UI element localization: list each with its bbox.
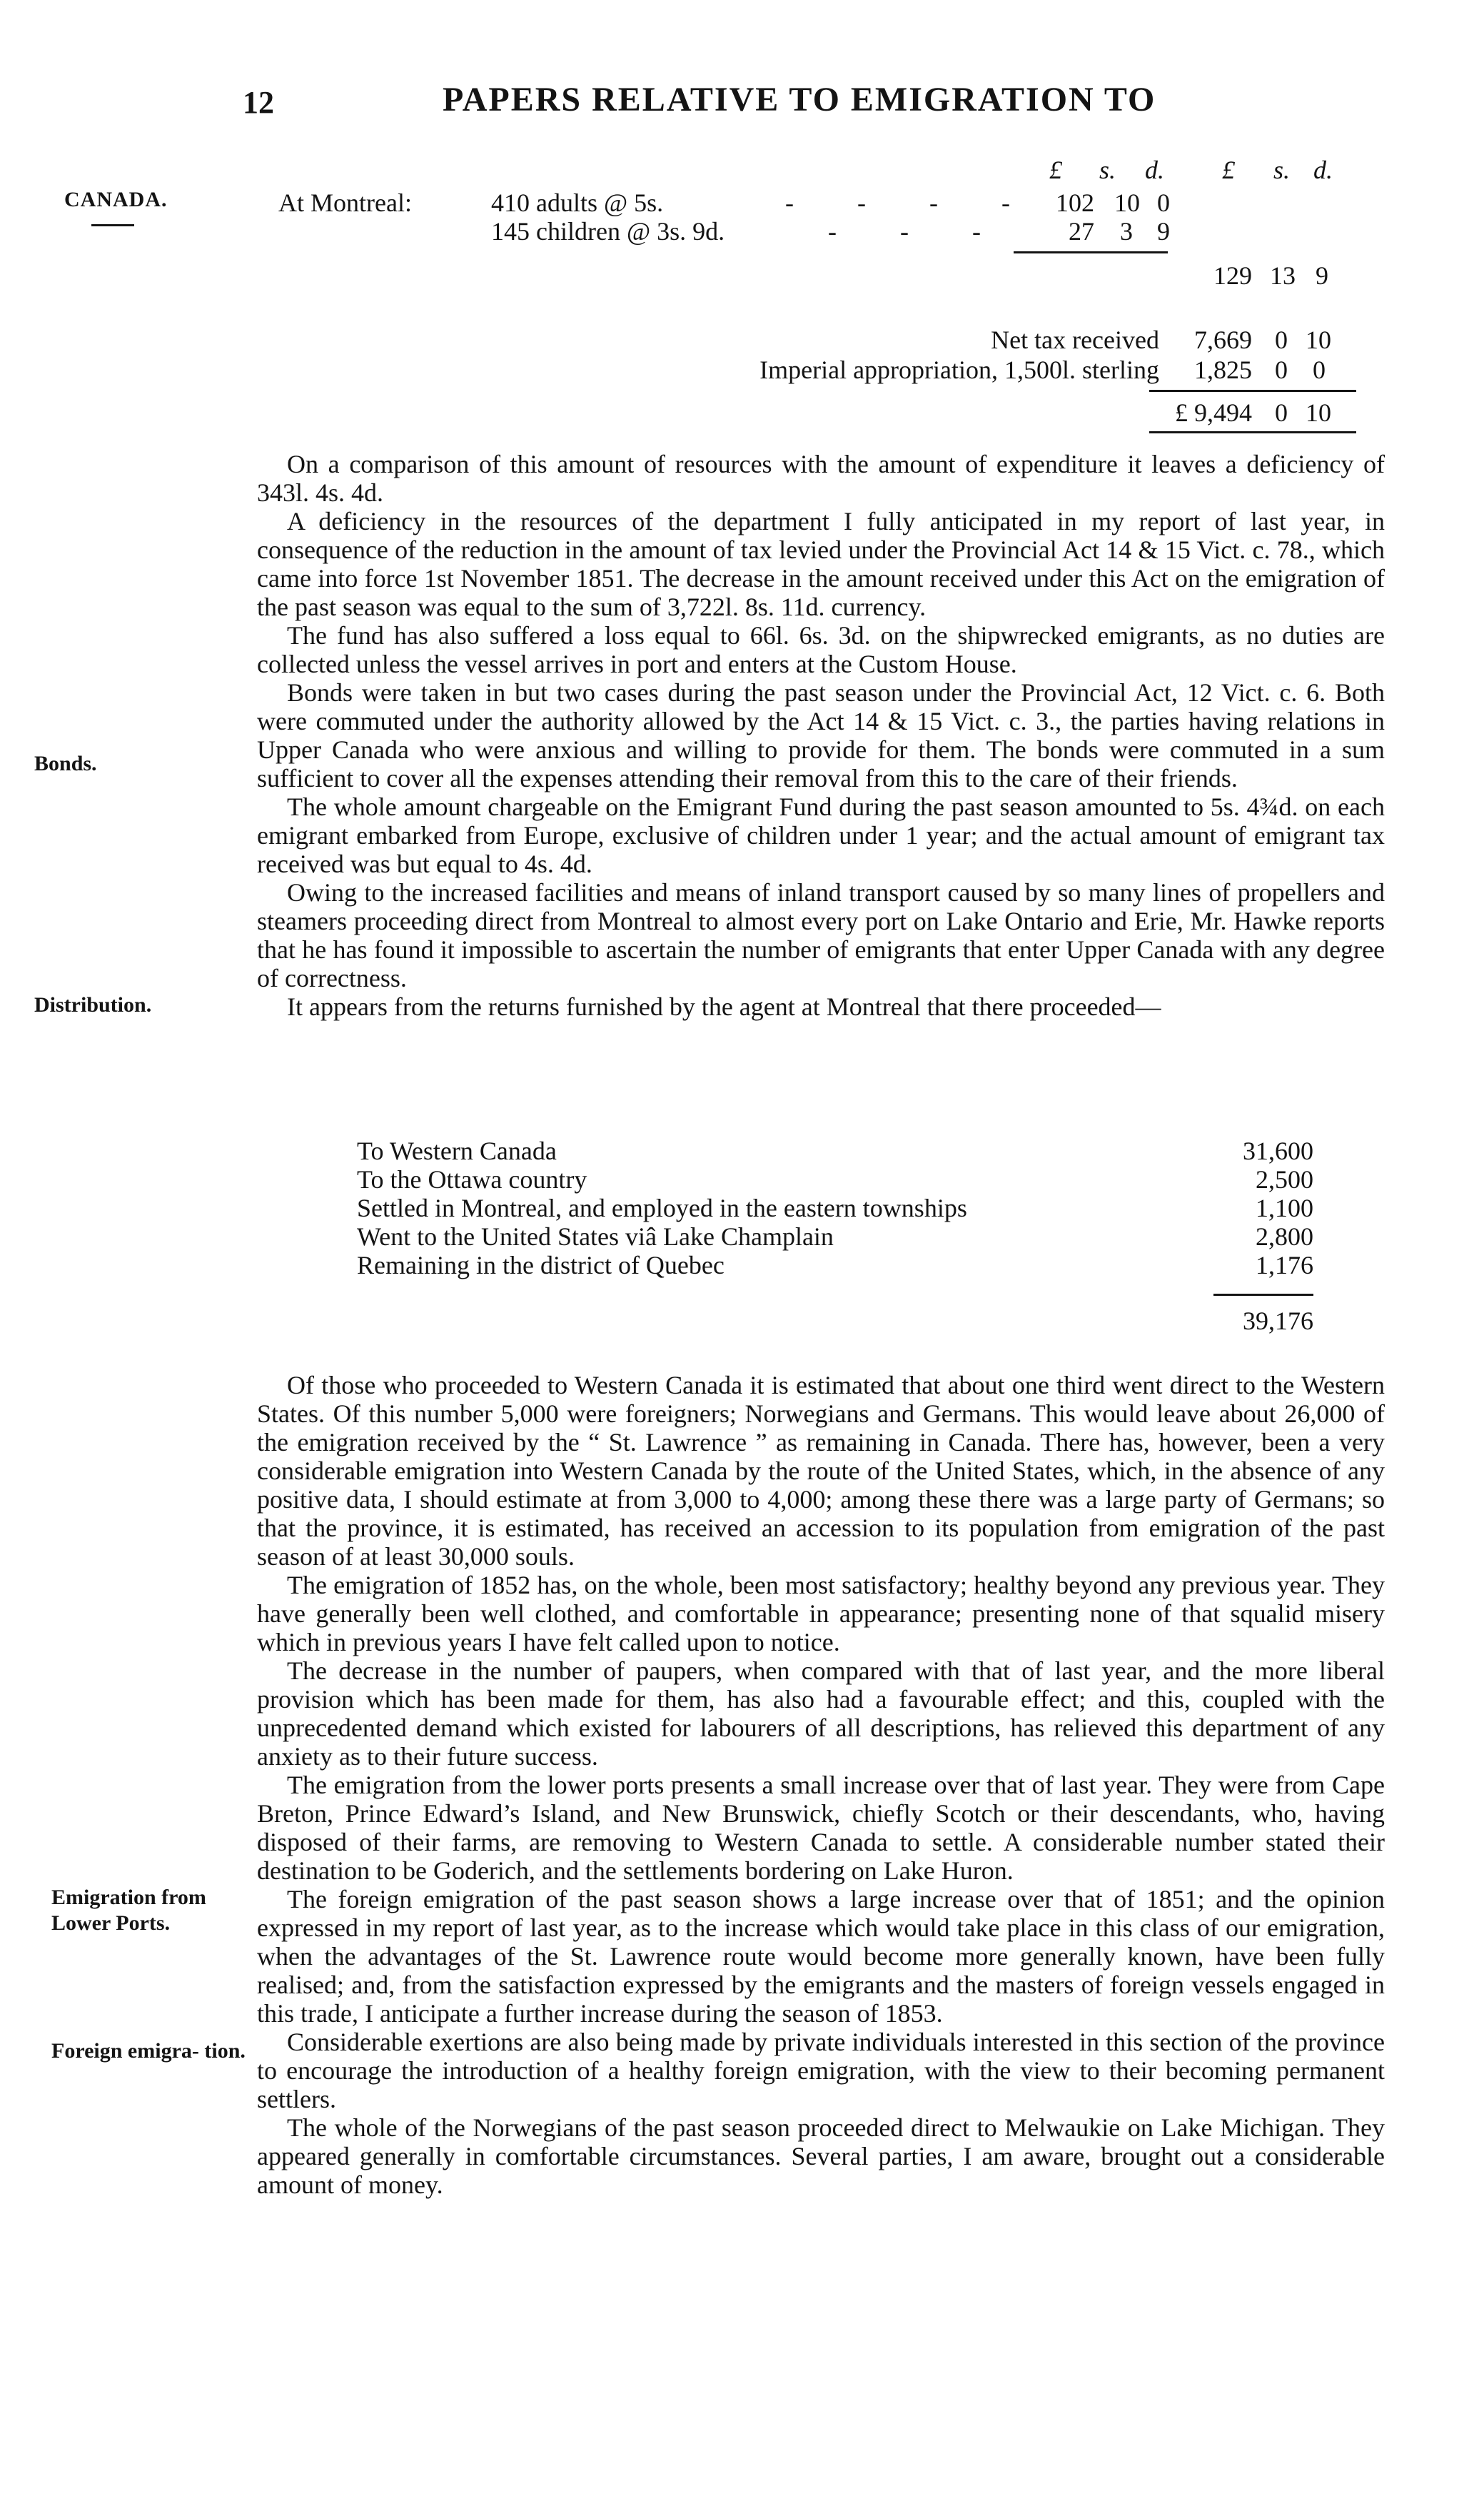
currency-header-pence-2: d. [1313,156,1333,184]
body-text-section-2 [257,1371,1385,2199]
distribution-label: To the Ottawa country [357,1165,587,1194]
distribution-value: 31,600 [1243,1137,1313,1165]
total-shillings: 0 [1275,398,1288,427]
subtotal-shillings: 13 [1270,261,1296,290]
currency-header-shilling-2: s. [1273,156,1291,184]
net-tax-label: Net tax received [991,326,1159,354]
list-item [357,1137,1313,1165]
imperial-shillings: 0 [1275,356,1288,384]
paragraph: The decrease in the number of paupers, when compared with that of last year, and the more liberal provision which has been made for them, has also had a favourable effect; and this, coupled with the unprecedented demand which existed for labourers of all descriptions, has relieved this department of any anxiety as to their future success. [257,1656,1385,1771]
net-tax-shillings: 0 [1275,326,1288,354]
distribution-value: 1,100 [1256,1194,1313,1222]
paragraph: Of those who proceeded to Western Canada it is estimated that about one third went direct to the Western States. Of this number 5,000 were foreigners; Norwegians and Germans. This would leave about 26,000 of the emigration received by the “ St. Lawrence ” as remaining in Canada. There has, however, been a very considerable emigration into Western Canada by the route of the United States, which, in the absence of any positive data, I should estimate at from 3,000 to 4,000; among these there was a large party of Germans; so that the province, it is estimated, has received an accession to its population from emigration of the past season of at least 30,000 souls. [257,1371,1385,1571]
leader-dashes: - - - - [785,188,1039,217]
page-number: 12 [243,85,274,120]
paragraph: The emigration from the lower ports presents a small increase over that of last year. They were from Cape Breton, Prince Edward’s Island, and New Brunswick, chiefly Scotch or their descendants, who, having disposed of their farms, are removing to Western Canada to settle. A considerable number stated their destination to be Goderich, and the settlements bordering on Lake Huron. [257,1771,1385,1885]
list-item [357,1251,1313,1279]
net-tax-pounds: 7,669 [1194,326,1252,354]
imperial-pounds: 1,825 [1194,356,1252,384]
paragraph: Bonds were taken in but two cases during the past season under the Provincial Act, 12 Vict. c. 6. Both were commuted under the authority allowed by the Act 14 & 15 Vict. c. 3., the parties having relations in Upper Canada who were anxious and willing to provide for them. The bonds were commuted in a sum sufficient to cover all the expenses attending their removal from this to the care of their friends. [257,678,1385,792]
amount-pounds: 27 [1069,217,1094,246]
amount-shillings: 3 [1120,217,1133,246]
paragraph: The foreign emigration of the past season shows a large increase over that of 1851; and the opinion expressed in my report of last year, as to the increase which would take place in this class of our emigration, when the advantages of the St. Lawrence route would become more generally known, have been fully realised; and, from the satisfaction expressed by the emigrants and the masters of foreign vessels engaged in this trade, I anticipate a further increase during the season of 1853. [257,1885,1385,2028]
paragraph: The whole amount chargeable on the Emigrant Fund during the past season amounted to 5s. 4¾d. on each emigrant embarked from Europe, exclusive of children under 1 year; and the actual amount of emigrant tax received was but equal to 4s. 4d. [257,792,1385,878]
currency-header-pound-1: £ [1049,156,1062,184]
amount-pounds: 102 [1056,188,1094,217]
imperial-label: Imperial appropriation, 1,500l. sterling [759,356,1159,384]
margin-note-foreign-emigration: Foreign emigra- tion. [51,2039,246,2063]
distribution-label: Remaining in the district of Quebec [357,1251,725,1279]
distribution-value: 2,800 [1256,1222,1313,1251]
list-item [357,1222,1313,1251]
paragraph: The whole of the Norwegians of the past season proceeded direct to Melwaukie on Lake Michigan. They appeared generally in comfortable circumstances. Several parties, I am aware, brought out a considerable amount of money. [257,2113,1385,2199]
list-item [357,1194,1313,1222]
paragraph: The emigration of 1852 has, on the whole, been most satisfactory; healthy beyond any previous year. They have generally been well clothed, and comfortable in appearance; presenting none of that squalid misery which in previous years I have felt called upon to notice. [257,1571,1385,1656]
montreal-label: At Montreal: [278,188,412,217]
subtotal-rule [1014,251,1168,253]
distribution-total: 39,176 [1243,1307,1313,1335]
account-row-children: 145 children @ 3s. 9d. [491,217,725,246]
distribution-label: Settled in Montreal, and employed in the eastern townships [357,1194,967,1222]
margin-note-distribution: Distribution. [34,993,152,1017]
distribution-label: To Western Canada [357,1137,557,1165]
body-text-section-1 [257,450,1385,1021]
margin-note-lower-ports: Emigration from Lower Ports. [51,1886,206,1935]
amount-pence: 0 [1157,188,1170,217]
margin-note-canada: CANADA. [64,188,168,211]
subtotal-pounds: 129 [1213,261,1252,290]
paragraph: Considerable exertions are also being made by private individuals interested in this section of the province to encourage the introduction of a healthy foreign emigration, with the view to their becoming permanent settlers. [257,2028,1385,2113]
paragraph: The fund has also suffered a loss equal to 66l. 6s. 3d. on the shipwrecked emigrants, as no duties are collected unless the vessel arrives in port and enters at the Custom House. [257,621,1385,678]
paragraph: On a comparison of this amount of resources with the amount of expenditure it leaves a deficiency of 343l. 4s. 4d. [257,450,1385,507]
subtotal-pence: 9 [1316,261,1328,290]
leader-dashes: - - - [828,217,1009,246]
list-item [357,1165,1313,1194]
paragraph: Owing to the increased facilities and means of inland transport caused by so many lines of propellers and steamers proceeding direct from Montreal to almost every port on Lake Ontario and Erie, Mr. Hawke reports that he has found it impossible to ascertain the number of emigrants that enter Upper Canada with any degree of correctness. [257,878,1385,992]
margin-note-bonds: Bonds. [34,752,97,775]
distribution-value: 2,500 [1256,1165,1313,1194]
currency-header-pound-2: £ [1222,156,1235,184]
distribution-label: Went to the United States viâ Lake Champlain [357,1222,834,1251]
currency-header-pence-1: d. [1145,156,1164,184]
amount-pence: 9 [1157,217,1170,246]
distribution-list [357,1137,1313,1279]
total-underline [1149,431,1356,433]
margin-rule [91,224,134,226]
total-pounds: £ 9,494 [1175,398,1252,427]
running-title: PAPERS RELATIVE TO EMIGRATION TO [443,81,1156,119]
total-rule [1149,390,1356,392]
distribution-total-rule [1213,1294,1313,1296]
imperial-pence: 0 [1313,356,1326,384]
paragraph: It appears from the returns furnished by the agent at Montreal that there proceeded— [287,992,1161,1021]
net-tax-pence: 10 [1306,326,1331,354]
currency-header-shilling-1: s. [1099,156,1116,184]
account-row-adults: 410 adults @ 5s. [491,188,664,217]
distribution-value: 1,176 [1256,1251,1313,1279]
paragraph: A deficiency in the resources of the department I fully anticipated in my report of last year, in consequence of the reduction in the amount of tax levied under the Provincial Act 14 & 15 Vict. c. 78., which came into force 1st November 1851. The decrease in the amount received under this Act on the emigration of the past season was equal to the sum of 3,722l. 8s. 11d. currency. [257,507,1385,621]
total-pence: 10 [1306,398,1331,427]
amount-shillings: 10 [1114,188,1140,217]
